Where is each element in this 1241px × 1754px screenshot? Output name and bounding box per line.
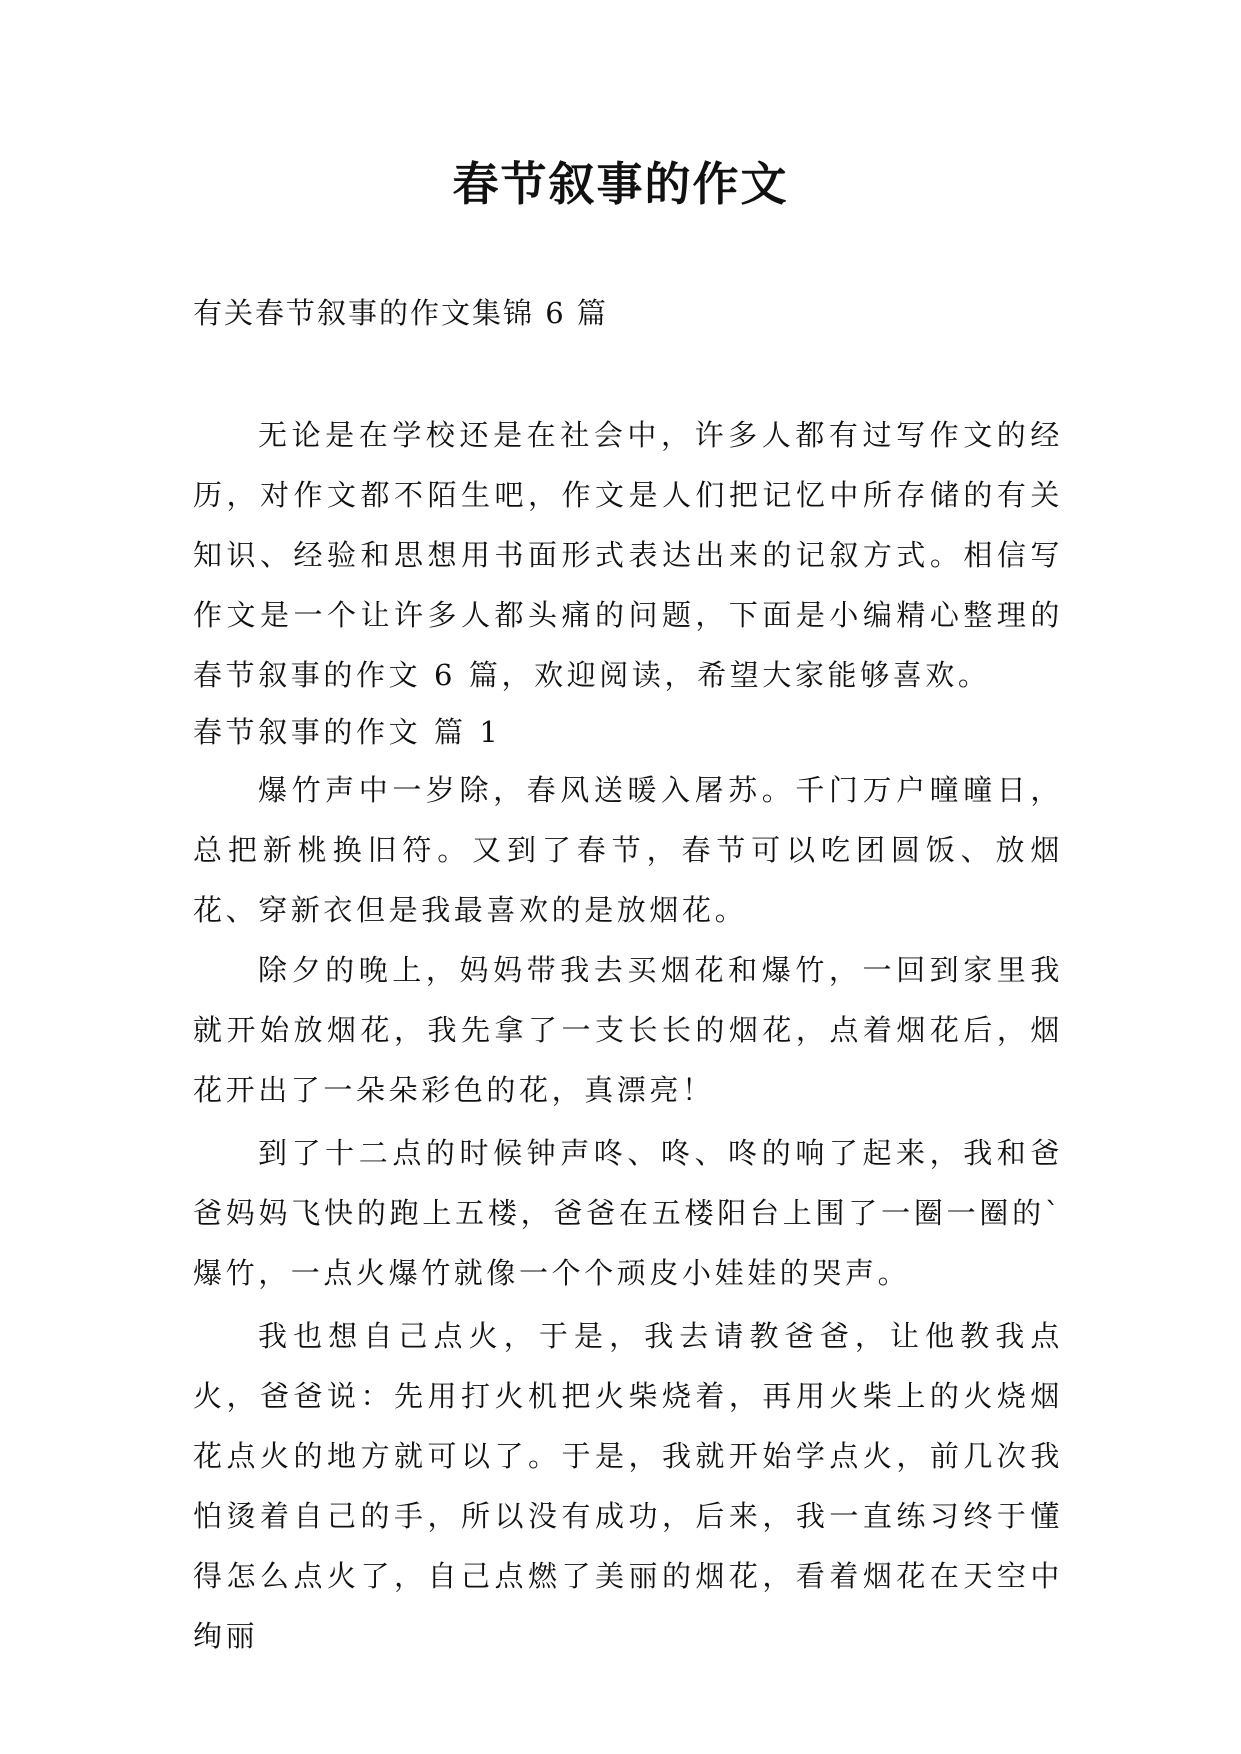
essay-paragraph: 到了十二点的时候钟声咚、咚、咚的响了起来，我和爸爸妈妈飞快的跑上五楼，爸爸在五楼阳台上围了一圈一圈的`爆竹，一点火爆竹就像一个个顽皮小娃娃的哭声。: [193, 1136, 1063, 1290]
essay-paragraph: 我也想自己点火，于是，我去请教爸爸，让他教我点火，爸爸说：先用打火机把火柴烧着，再用火柴上的火烧烟花点火的地方就可以了。于是，我就开始学点火，前几次我怕烫着自己的手，所以没有成功，后来，我一直练习终于懂得怎么点火了，自己点燃了美丽的烟花，看着烟花在天空中绚丽: [193, 1319, 1063, 1653]
document-subtitle: 有关春节叙事的作文集锦 6 篇: [193, 296, 608, 330]
intro-paragraph: 无论是在学校还是在社会中，许多人都有过写作文的经历，对作文都不陌生吧，作文是人们把记忆中所存储的有关知识、经验和思想用书面形式表达出来的记叙方式。相信写作文是一个让许多人都头痛的问题，下面是小编精心整理的春节叙事的作文 6 篇，欢迎阅读，希望大家能够喜欢。: [193, 418, 1063, 692]
essay-paragraph: 除夕的晚上，妈妈带我去买烟花和爆竹，一回到家里我就开始放烟花，我先拿了一支长长的烟花，点着烟花后，烟花开出了一朵朵彩色的花，真漂亮！: [193, 953, 1063, 1107]
document-title: 春节叙事的作文: [452, 157, 789, 211]
essay-heading: 春节叙事的作文 篇 1: [193, 715, 502, 749]
essay-paragraph: 爆竹声中一岁除，春风送暖入屠苏。千门万户曈曈日，总把新桃换旧符。又到了春节，春节可以吃团圆饭、放烟花、穿新衣但是我最喜欢的是放烟花。: [193, 773, 1063, 927]
document-body: [193, 405, 1063, 1666]
